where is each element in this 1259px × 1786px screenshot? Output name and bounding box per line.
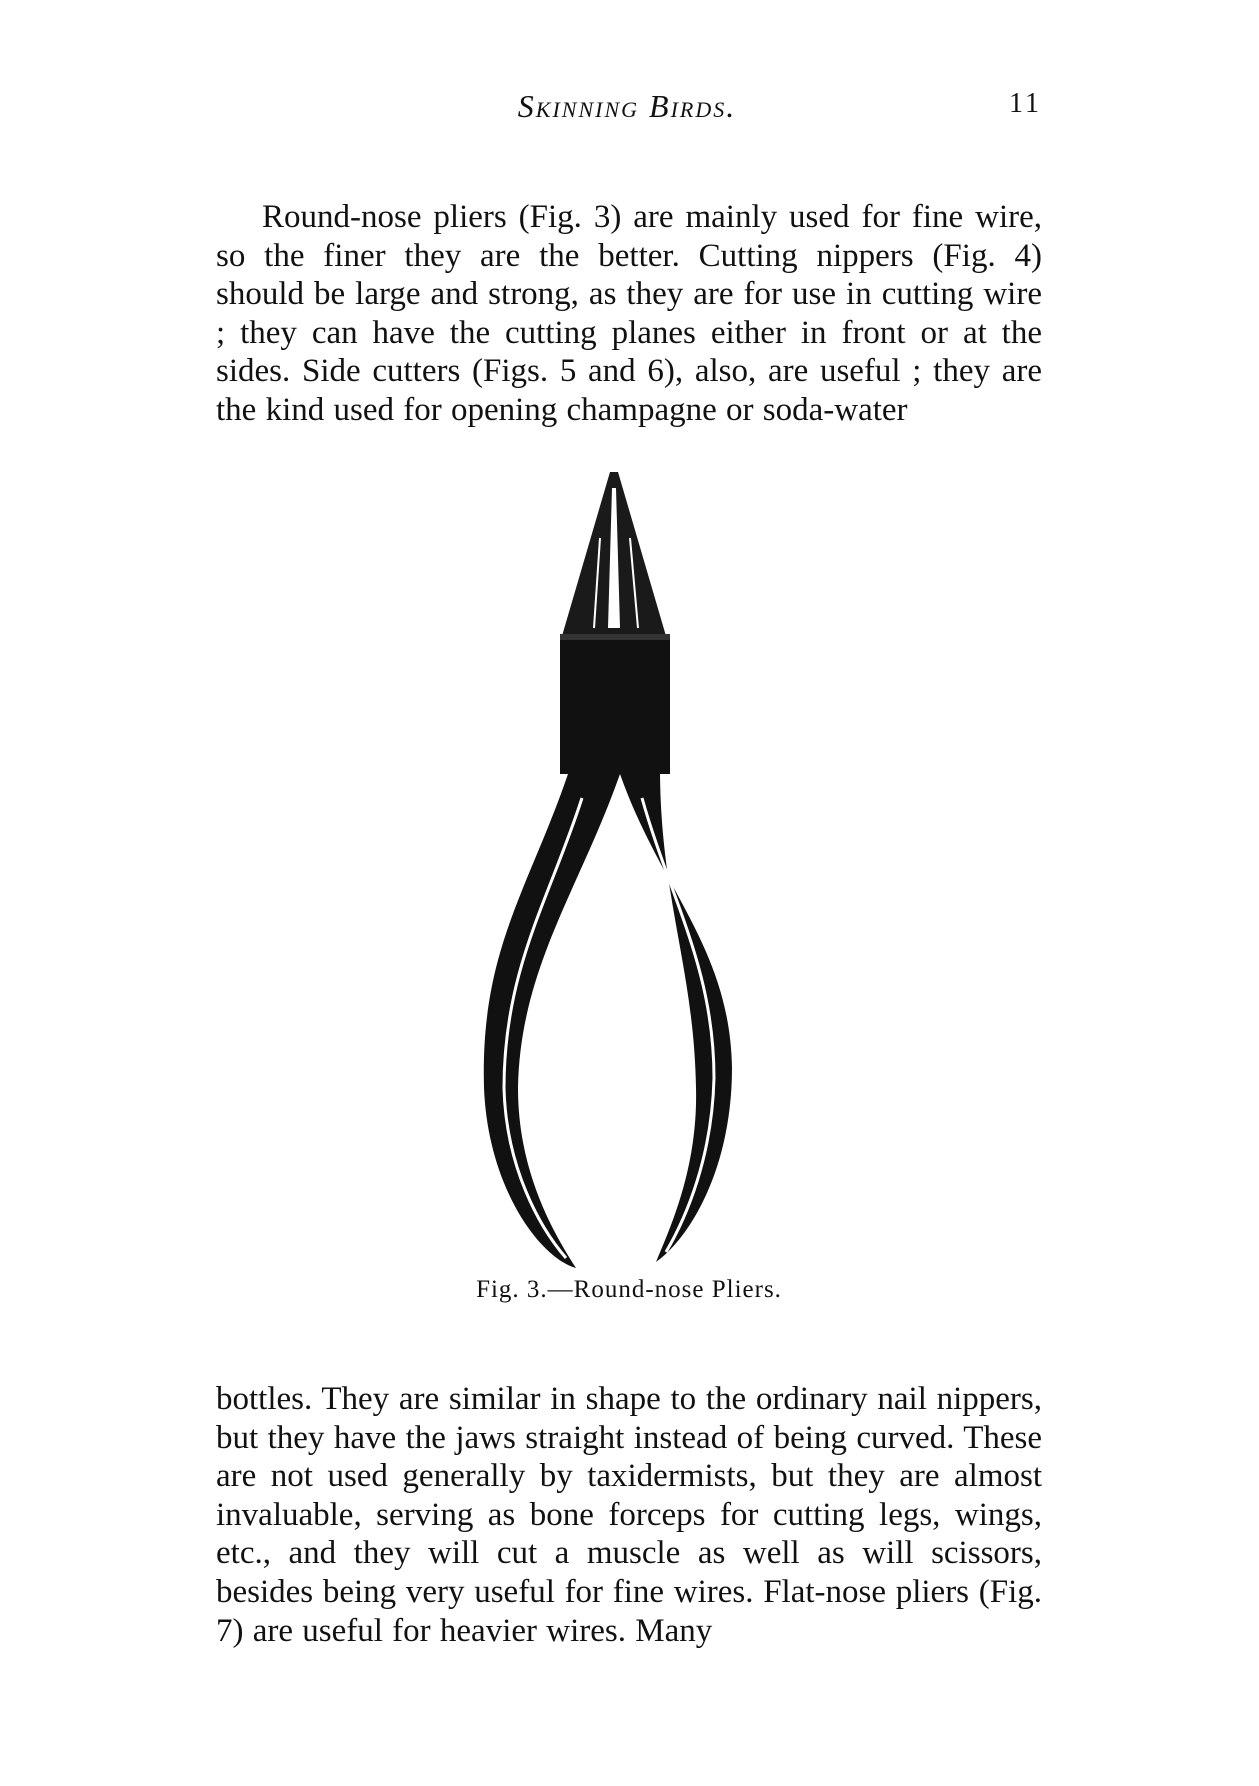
pliers-figure	[470, 468, 790, 1268]
round-nose-pliers-icon	[470, 468, 790, 1268]
running-title: Skinning Birds.	[517, 88, 737, 124]
page-number: 11	[1009, 88, 1042, 119]
paragraph-bottom: bottles. They are similar in shape to the ordinary nail nippers, but they have the jaws straight instead of being curved. These are not used generally by taxidermists, but they are almost invaluable, serving as bone forceps for cutting legs, wings, etc., and they will cut a muscle as well as will scissors, besides being very useful for fine wires. Flat-nose pliers (Fig. 7) are useful for heavier wires. Many	[216, 1381, 1042, 1649]
paragraph-top: Round-nose pliers (Fig. 3) are mainly used for fine wire, so the finer they are the better. Cutting nippers (Fig. 4) should be large and strong, as they are for use in cutting wire ; they can have the cutting planes either in front or at the sides. Side cutters (Figs. 5 and 6), also, are useful ; they are the kind used for opening champagne or soda-water	[216, 199, 1042, 428]
figure-caption: Fig. 3.—Round-nose Pliers.	[476, 1276, 782, 1303]
running-head	[212, 88, 1042, 138]
